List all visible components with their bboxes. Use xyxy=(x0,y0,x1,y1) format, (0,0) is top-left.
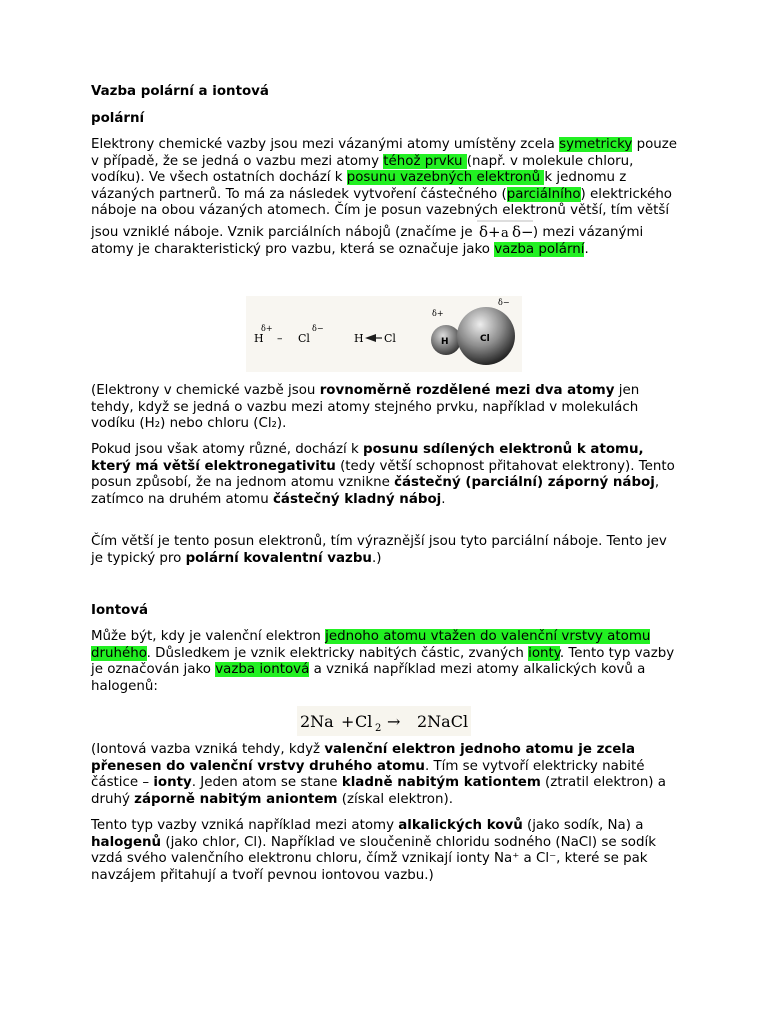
text-run: jen tehdy, když se jedná o vazbu mezi atomy stejného prvku, například v molekulách vodíku (H₂) nebo chloru (Cl₂). xyxy=(91,383,640,432)
delta-notation-image xyxy=(477,220,533,242)
bold-run: částečný (parciální) záporný náboj xyxy=(394,475,655,491)
paragraph-polar-shift xyxy=(91,442,681,508)
bond-dash: – xyxy=(277,332,283,345)
delta-minus: δ− xyxy=(511,222,533,241)
bold-run: rovnoměrně rozdělené mezi dva atomy xyxy=(319,383,615,398)
bold-run: halogenů xyxy=(91,834,162,850)
highlight-parcialniho: parciálního xyxy=(506,186,581,202)
highlight-ionty: ionty xyxy=(528,645,560,661)
text-run: (získal elektron). xyxy=(337,791,453,807)
bold-run: částečný kladný náboj xyxy=(272,491,442,507)
nacl-equation-image xyxy=(297,706,471,736)
h-label-2: H xyxy=(354,332,364,345)
bold-run: valenční elektron jednoho atomu je zcela přenesen do valenční vrstvy druhého atomu xyxy=(91,742,636,774)
paragraph-ionic-definition xyxy=(91,629,681,695)
text-run: ) mezi vázanými atomy je charakteristický pro vazbu, která se označuje jako xyxy=(91,224,644,257)
eq-2na: 2Na xyxy=(300,712,334,731)
delta-and: a xyxy=(500,225,509,241)
text-run: k jednomu z vázaných partnerů. To má za následek vytvoření částečného ( xyxy=(91,170,627,202)
eq-2nacl: 2NaCl xyxy=(417,712,469,731)
text-run: Čím větší je tento posun elektronů, tím výraznější jsou tyto parciální náboje. Tento jev je typický pro xyxy=(91,534,667,566)
text-run: (Elektrony v chemické vazbě jsou xyxy=(91,383,320,398)
text-run: Tento typ vazby vzniká například mezi atomy xyxy=(91,818,399,833)
eq-cl-sub: 2 xyxy=(375,723,382,734)
text-run: , zatímco na druhém atomu xyxy=(91,475,660,507)
paragraph-ionic-example xyxy=(91,818,681,884)
highlight-vtazen: jednoho atomu vtažen do valenční vrstvy atomu druhého xyxy=(91,629,651,661)
text-run: (jako chlor, Cl). Například ve sloučenině chloridu sodného (NaCl) se sodík vzdá svého valenčního elektronu chloru, čímž vznikají ionty Na⁺ a Cl⁻, které se pak navzájem přitahují a tvoří pevnou iontovou vazbu.) xyxy=(91,834,656,883)
text-run: Elektrony chemické vazby jsou mezi vázanými atomy umístěny zcela xyxy=(91,137,560,152)
text-run: pouze v případě, že se jedná o vazbu mezi atomy xyxy=(91,137,678,169)
highlight-vazba-polarni: vazba polární xyxy=(494,241,585,257)
document-title: Vazba polární a iontová xyxy=(91,84,269,99)
text-run: . Tím se vytvoří elektricky nabité částice – xyxy=(91,758,645,791)
hcl-polarity-figure xyxy=(246,296,522,372)
sphere-delta-minus: δ− xyxy=(498,298,510,307)
text-run: . xyxy=(584,241,589,257)
bold-run: záporně nabitým aniontem xyxy=(134,791,338,807)
text-run: a vzniká například mezi atomy alkalických kovů a halogenů: xyxy=(91,662,646,694)
eq-arrow: → xyxy=(387,712,401,731)
bold-run: kladně nabitým kationtem xyxy=(341,775,541,791)
paragraph-ionic-transfer xyxy=(91,742,681,808)
delta-minus-label: δ− xyxy=(312,324,324,333)
paragraph-polar-definition xyxy=(91,137,681,259)
bold-run: polární kovalentní vazbu xyxy=(185,550,372,566)
h-label: H xyxy=(254,332,264,345)
paragraph-polar-even xyxy=(91,383,681,433)
text-run: . xyxy=(441,491,446,507)
bold-run: ionty xyxy=(153,775,192,791)
text-run: (Iontová vazba vzniká tehdy, když xyxy=(91,742,325,757)
highlight-tehoz-prvku: téhož prvku xyxy=(383,153,467,169)
text-run: Může být, kdy je valenční elektron xyxy=(91,629,326,644)
sphere-delta-plus: δ+ xyxy=(432,309,444,318)
paragraph-polar-covalent xyxy=(91,534,681,567)
text-run: . Tento typ vazby je označován jako xyxy=(91,645,675,678)
delta-plus: δ+ xyxy=(478,222,501,241)
sphere-cl-label: Cl xyxy=(480,334,490,344)
highlight-vazba-iontova: vazba iontová xyxy=(215,662,310,678)
text-run: (jako sodík, Na) a xyxy=(522,818,644,833)
eq-plus: + xyxy=(341,712,355,731)
highlight-posunu: posunu vazebných elektronů xyxy=(346,170,545,186)
section-heading-polar: polární xyxy=(91,111,145,126)
text-run: (např. v molekule chloru, vodíku). Ve všech ostatních dochází k xyxy=(91,153,634,186)
highlight-symetricky: symetricky xyxy=(559,137,633,152)
text-run: (tedy větší schopnost přitahovat elektrony). Tento posun způsobí, že na jednom atomu vznikne xyxy=(91,458,675,491)
text-run: . Důsledkem je vznik elektricky nabitých částic, zvaných xyxy=(146,645,529,661)
sphere-h-label: H xyxy=(441,337,449,347)
text-run: Pokud jsou však atomy různé, dochází k xyxy=(91,442,364,457)
text-run: .) xyxy=(371,550,382,566)
eq-cl: Cl xyxy=(355,712,373,731)
cl-label-2: Cl xyxy=(384,332,396,345)
bold-run: alkalických kovů xyxy=(398,818,523,833)
text-run: (ztratil elektron) a druhý xyxy=(91,775,666,807)
text-run: ) elektrického náboje na obou vázaných atomech. Čím je posun vazebných elektronů větší, tím větší jsou vzniklé náboje. Vznik parciálních nábojů (značíme je xyxy=(91,186,672,240)
text-run: . Jeden atom se stane xyxy=(191,775,342,791)
delta-plus-label: δ+ xyxy=(261,324,273,333)
bold-run: posunu sdílených elektronů k atomu, který má větší elektronegativitu xyxy=(91,442,644,474)
cl-label: Cl xyxy=(298,332,310,345)
section-heading-ionic: Iontová xyxy=(91,603,149,618)
